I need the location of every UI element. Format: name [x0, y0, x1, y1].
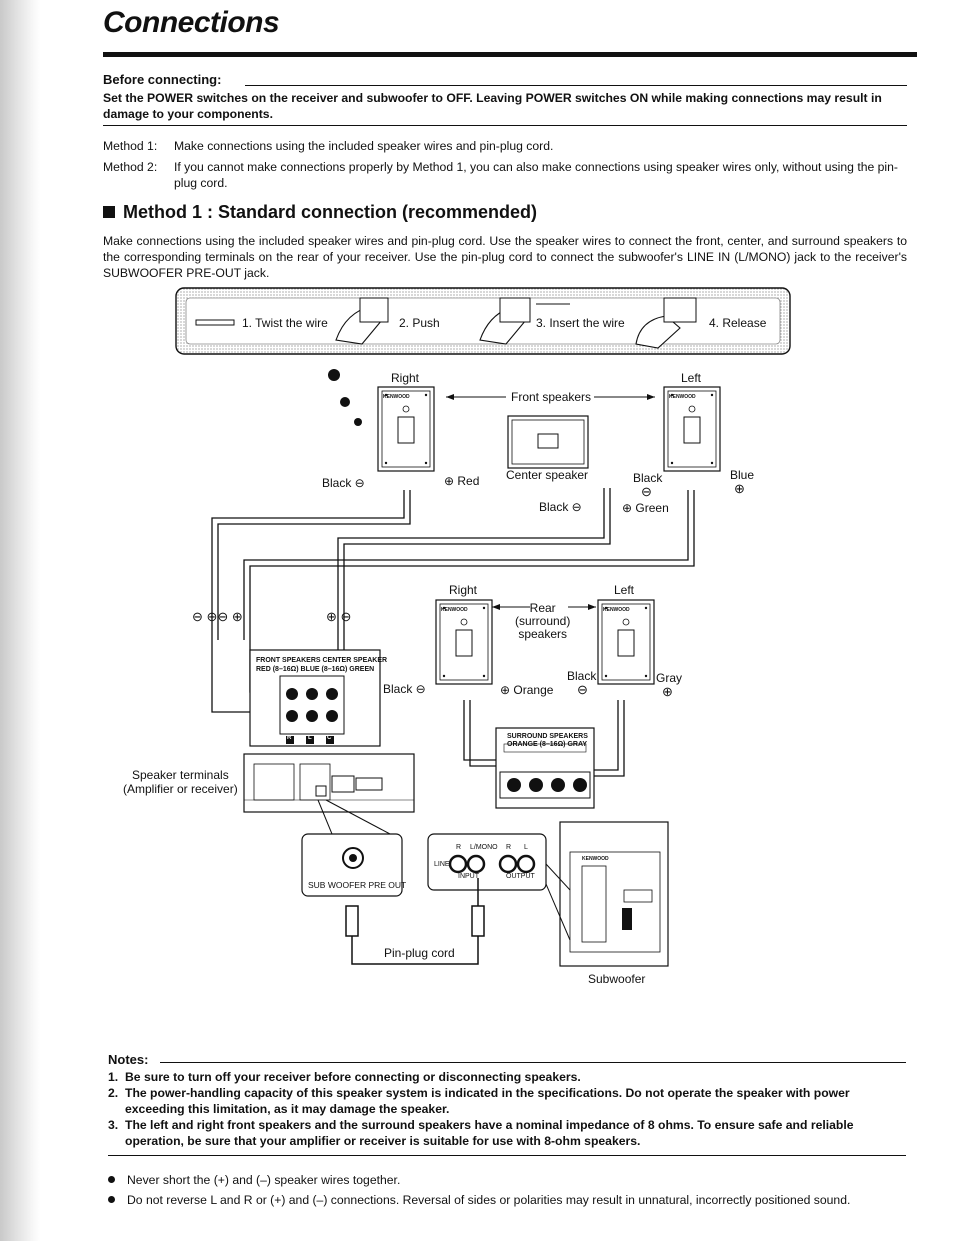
bullet-icon: [108, 1196, 115, 1203]
center-speaker-label: Center speaker: [506, 468, 589, 482]
line-out-r-label: R: [506, 844, 512, 851]
front-left-blue-label: Blue: [730, 468, 755, 482]
note-item: [108, 1085, 906, 1117]
rear-right-black-label: Black ⊖: [383, 682, 426, 696]
note-number: 3.: [108, 1118, 119, 1132]
terminal-r-label: R: [287, 735, 292, 741]
bullet-icon: [108, 1176, 115, 1183]
page-title: Connections: [103, 6, 280, 39]
caution-list: [108, 1172, 906, 1212]
power-warning: Set the POWER switches on the receiver and subwoofer to OFF. Leaving POWER switches ON while making connections may result in damage to your components.: [103, 91, 882, 121]
caution-text: Never short the (+) and (–) speaker wires together.: [127, 1173, 401, 1187]
front-right-brand-label: KENWOOD: [383, 394, 410, 400]
subwoofer-label: Subwoofer: [588, 972, 646, 986]
caution-text: Do not reverse L and R or (+) and (–) connections. Reversal of sides or polarities may result in unnatural, incorrectly positioned sound.: [127, 1193, 851, 1207]
center-green-label: ⊕ Green: [622, 501, 669, 515]
note-text: Be sure to turn off your receiver before connecting or disconnecting speakers.: [125, 1070, 581, 1084]
front-left-brand-label: KENWOOD: [669, 394, 696, 400]
line-in-lmono-label: L/MONO: [470, 844, 498, 851]
front-left-black-label: Black: [633, 471, 663, 485]
notes-rule: [160, 1062, 906, 1063]
rear-left-plus-label: ⊕: [662, 684, 673, 699]
note-text: The power-handling capacity of this speaker system is indicated in the specifications. Do not operate the speaker with power exceeding this limitation, as it may damage the speaker.: [125, 1086, 850, 1116]
rear-right-label: Right: [449, 583, 478, 597]
rear-left-brand-label: KENWOOD: [603, 607, 630, 613]
step-4-label: 4. Release: [709, 316, 767, 330]
terminal-c-label: C: [327, 735, 332, 741]
step-3-label: 3. Insert the wire: [536, 316, 625, 330]
rear-left-minus-label: ⊖: [577, 682, 588, 697]
caution-item: [108, 1192, 906, 1208]
front-right-red-label: ⊕ Red: [444, 474, 480, 488]
rear-left-gray-label: Gray: [656, 671, 683, 685]
sub-woofer-pre-out-label: SUB WOOFER PRE OUT: [308, 880, 407, 890]
before-connecting-label: Before connecting:: [103, 72, 222, 87]
method-1-text: Make connections using the included speaker wires and pin-plug cord.: [174, 139, 554, 153]
front-terminal-polarity-left: ⊖ ⊕⊖ ⊕: [192, 609, 243, 624]
output-label: OUTPUT: [506, 873, 535, 880]
front-left-plus-label: ⊕: [734, 481, 745, 496]
rear-right-orange-label: ⊕ Orange: [500, 683, 554, 697]
front-left-label: Left: [681, 371, 702, 385]
front-right-label: Right: [391, 371, 420, 385]
line-out-l-label: L: [524, 844, 528, 851]
note-text: The left and right front speakers and the surround speakers have a nominal impedance of 8 ohms. To ensure safe and reliable operation, be sure that your amplifier or receiver is suitable for use with 8-ohm speakers.: [125, 1118, 854, 1148]
subwoofer-cabinet: [546, 822, 668, 966]
surround-terminal-header: SURROUND SPEAKERS: [507, 733, 588, 740]
caution-item: [108, 1172, 906, 1188]
terminal-l-label: L: [308, 735, 312, 741]
front-terminal-header: FRONT SPEAKERS CENTER SPEAKER: [256, 657, 388, 664]
note-item: [108, 1069, 906, 1085]
front-terminal-sub: RED (8–16Ω) BLUE (8–16Ω) GREEN: [256, 666, 375, 673]
center-black-label: Black ⊖: [539, 500, 582, 514]
method-2-key: Method 2:: [103, 160, 158, 174]
surround-terminal-sub: ORANGE (8–16Ω) GRAY: [507, 741, 588, 748]
rear-surround-label: Rear (surround) speakers: [515, 601, 571, 641]
note-number: 2.: [108, 1086, 119, 1100]
line-label: LINE: [434, 861, 450, 868]
rear-right-brand-label: KENWOOD: [441, 607, 468, 613]
notes-bottom-rule: [108, 1155, 906, 1156]
notes-label: Notes:: [108, 1052, 149, 1067]
note-item: [108, 1117, 906, 1149]
note-number: 1.: [108, 1070, 119, 1084]
step-2-label: 2. Push: [399, 316, 440, 330]
front-terminal-polarity-right: ⊕ ⊖: [326, 609, 352, 624]
method-1-key: Method 1:: [103, 139, 158, 153]
speaker-terminals-label: Speaker terminals (Amplifier or receiver): [123, 768, 238, 796]
step-1-label: 1. Twist the wire: [242, 316, 328, 330]
notes-list: [108, 1069, 906, 1149]
front-speakers-label: Front speakers: [511, 390, 592, 404]
rear-left-black-label: Black: [567, 669, 597, 683]
pin-plug-cord-label: Pin-plug cord: [384, 946, 455, 960]
subwoofer-brand-label: KENWOOD: [582, 856, 609, 862]
section-intro: Make connections using the included speaker wires and pin-plug cord. Use the speaker wires to connect the front, center, and surround speakers to the corresponding terminals on the rear of your receiver. Use the pin-plug cord to connect the subwoofer's LINE IN (L/MONO) jack to the receiver's SUBWOOFER PRE-OUT jack.: [103, 234, 907, 280]
input-label: INPUT: [458, 873, 479, 880]
front-right-black-label: Black ⊖: [322, 476, 365, 490]
surround-terminal-block: [496, 728, 594, 808]
section-heading-text: Method 1 : Standard connection (recommended): [123, 202, 538, 222]
front-terminal-block: [250, 650, 380, 746]
line-in-r-label: R: [456, 844, 462, 851]
rear-left-label: Left: [614, 583, 635, 597]
front-left-minus-label: ⊖: [641, 484, 652, 499]
method-2-text: If you cannot make connections properly by Method 1, you can also make connections using speaker wires only, without using the pin-plug cord.: [174, 160, 898, 190]
receiver-unit: [244, 754, 414, 812]
center-speaker: [508, 416, 588, 468]
